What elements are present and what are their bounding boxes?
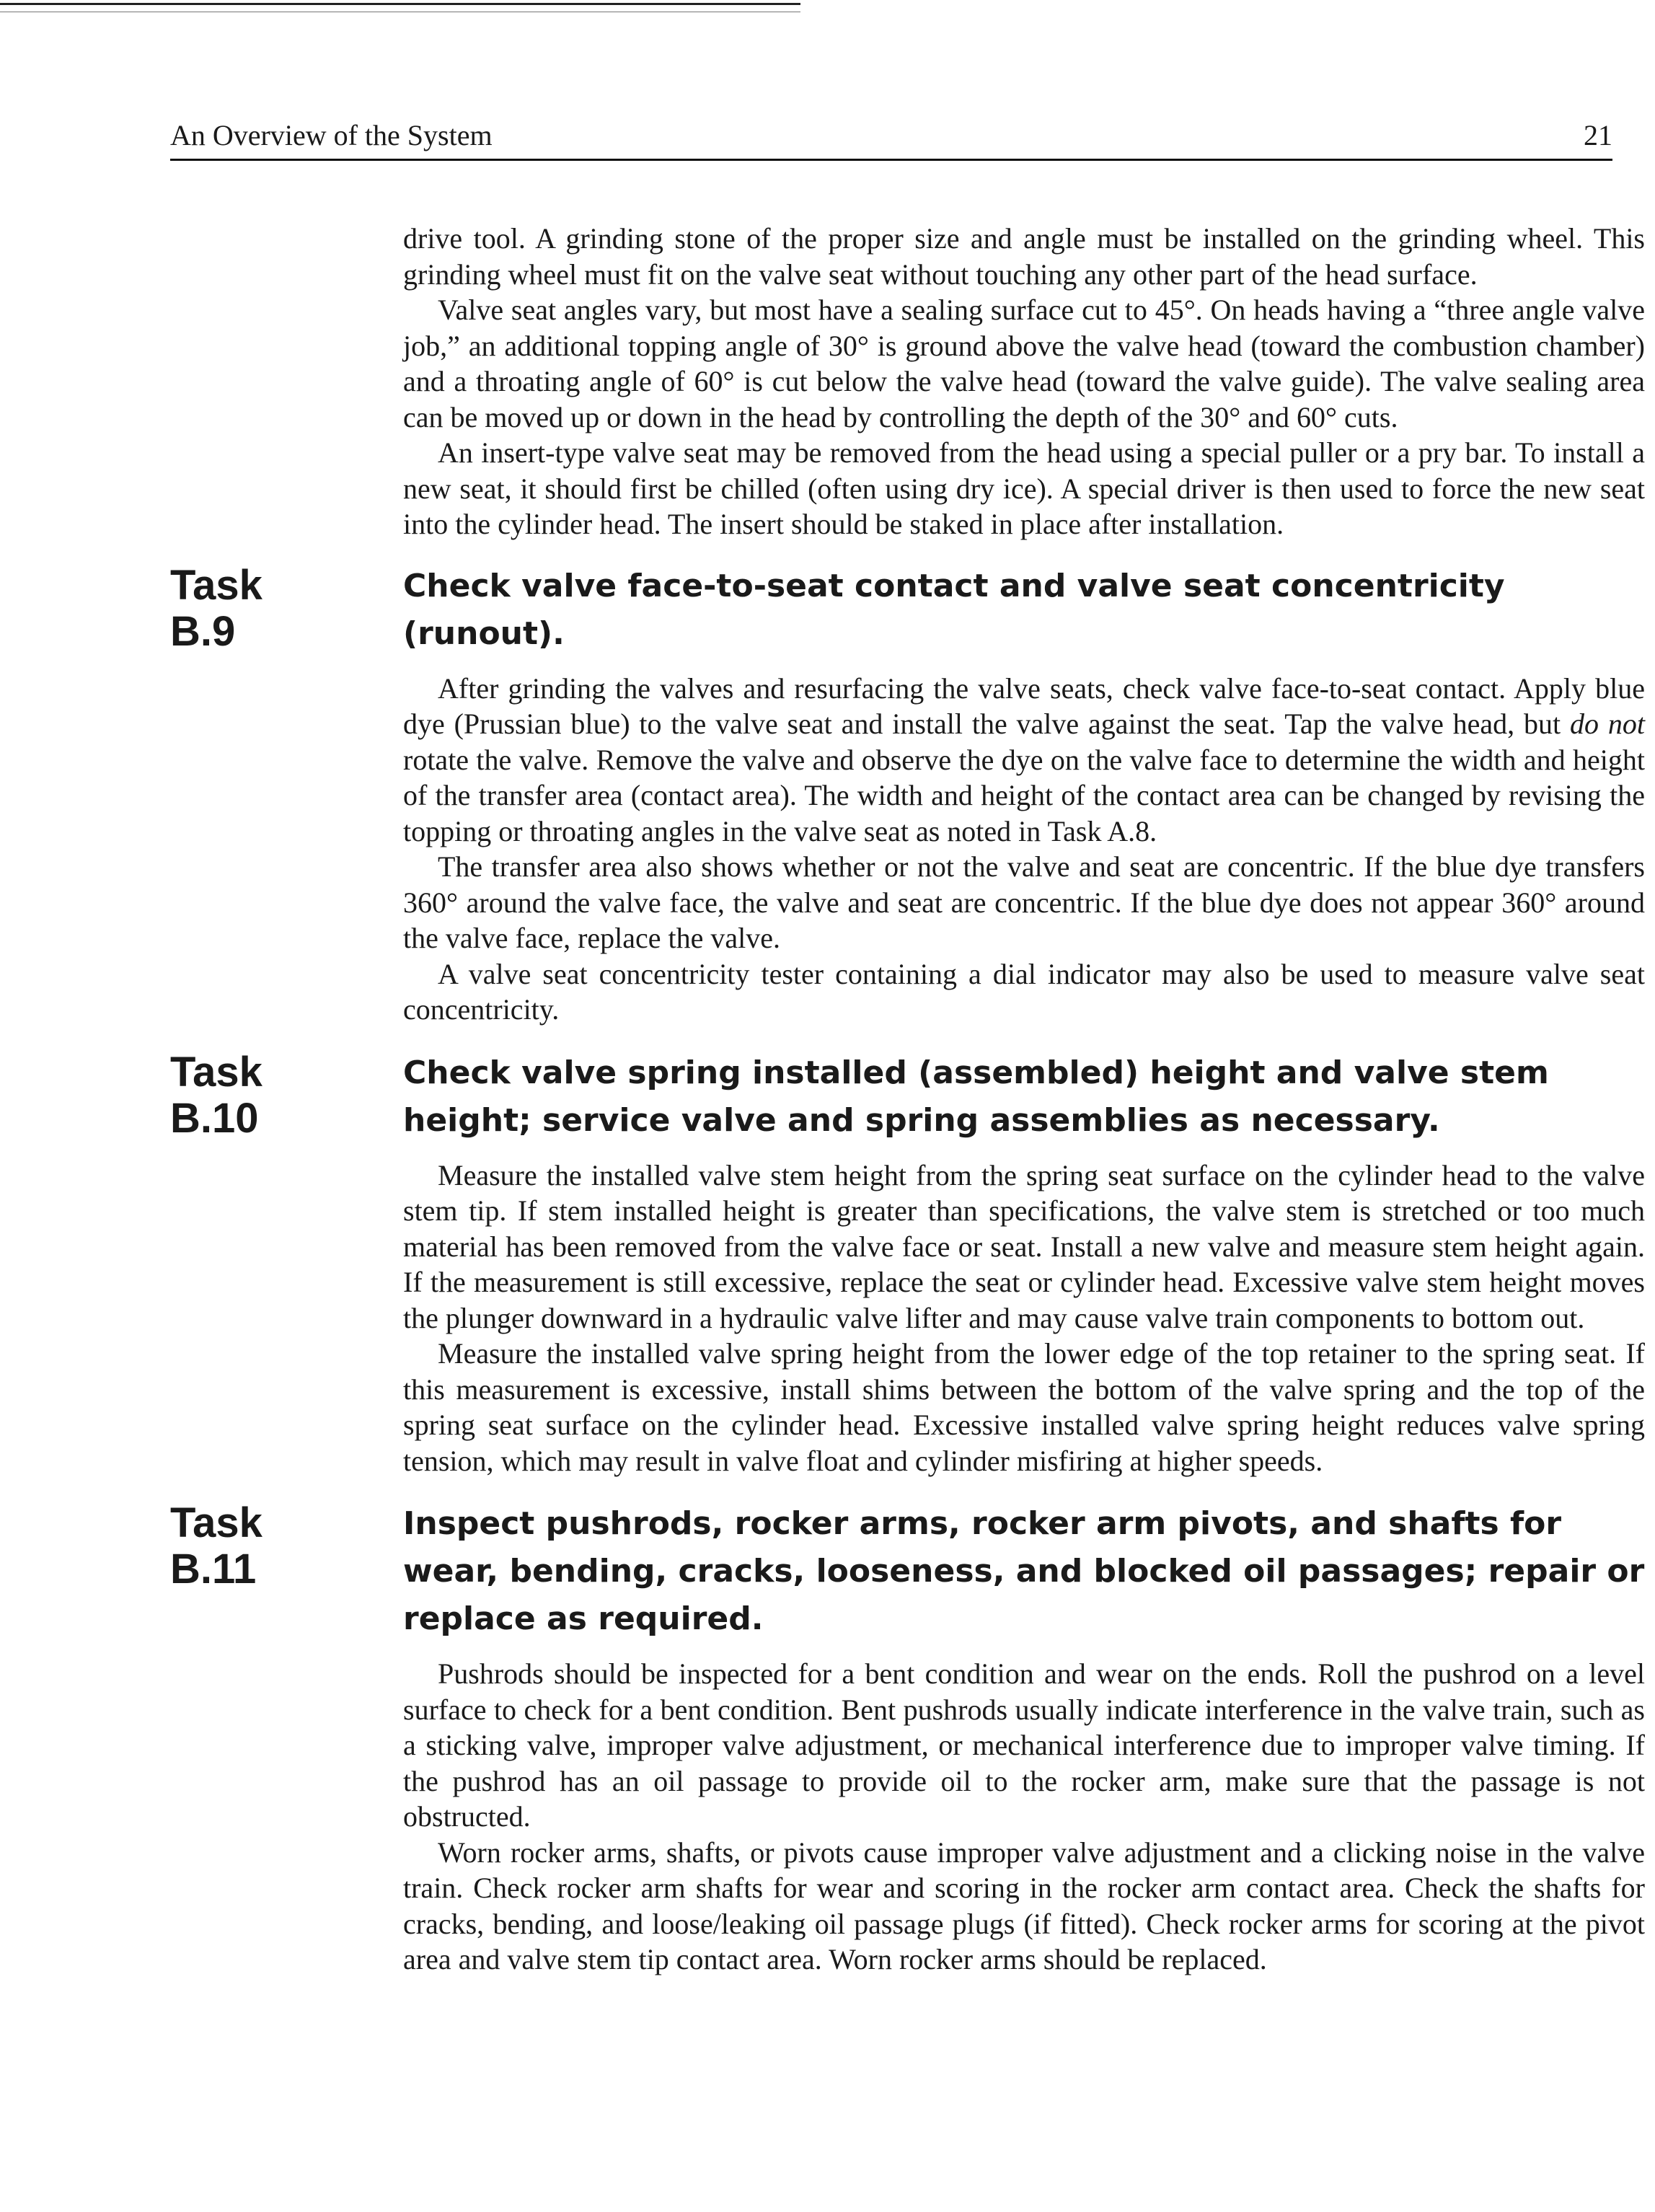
task-label <box>170 563 387 655</box>
paragraph: Worn rocker arms, shafts, or pivots cause improper valve adjustment and a clicking noise in the valve train. Check rocker arm shafts for wear and scoring in the rocker arm contact area. Check the shafts for cracks, bending, and loose/leaking oil passage plugs (if fitted). Check rocker arms for scoring at the pivot area and valve stem tip contact area. Worn rocker arms should be replaced. <box>403 1836 1645 1975</box>
task-heading: Check valve spring installed (assembled) height and valve stem height; service valve and spring assemblies as necessary. <box>403 1054 1549 1139</box>
task-heading: Check valve face-to-seat contact and valve seat concentricity (runout). <box>403 567 1505 652</box>
task-label-id: B.11 <box>170 1546 257 1592</box>
task-b9 <box>170 563 1649 1028</box>
paragraph: Measure the installed valve stem height from the spring seat surface on the cylinder head to the valve stem tip. If stem installed height is greater than specifications, the valve stem is stretched or too much material has been removed from the valve face or seat. Install a new valve and measure stem height again. If the measurement is still excessive, replace the seat or cylinder head. Excessive valve stem height moves the plunger downward in a hydraulic valve lifter and may cause valve train components to bottom out. <box>403 1158 1645 1334</box>
task-body <box>403 671 1645 1028</box>
paragraph: drive tool. A grinding stone of the proper size and angle must be installed on the grinding wheel. This grinding wheel must fit on the valve seat without touching any other part of the head surface. <box>403 222 1645 291</box>
paragraph: Pushrods should be inspected for a bent condition and wear on the ends. Roll the pushrod on a level surface to check for a bent condition. Bent pushrods usually indicate interference in the valve train, such as a sticking valve, improper valve adjustment, or mechanical interference due to improper valve timing. If the pushrod has an oil passage to provide oil to the rocker arm, make sure that the passage is not obstructed. <box>403 1657 1645 1833</box>
task-b11 <box>170 1500 1649 1978</box>
text-run: rotate the valve. Remove the valve and observe the dye on the valve face to determine the width and height of the transfer area (contact area). The width and height of the contact area can be changed by revising the topping or throating angles in the valve seat as noted in Task A.8. <box>403 743 1645 847</box>
paragraph <box>403 671 1645 850</box>
task-body <box>403 1158 1645 1479</box>
running-head <box>170 118 1612 161</box>
task-label-word: Task <box>170 561 262 609</box>
paragraph: The transfer area also shows whether or not the valve and seat are concentric. If the blue dye transfers 360° around the valve face, the valve and seat are concentric. If the blue dye does not appear 360° around the valve face, replace the valve. <box>403 850 1645 954</box>
task-label-word: Task <box>170 1048 262 1096</box>
top-edge-rule <box>0 3 800 5</box>
task-body <box>403 1656 1645 1978</box>
intro-text <box>403 221 1645 542</box>
text-run: After grinding the valves and resurfacing the valve seats, check valve face-to-seat contact. Apply blue dye (Prussian blue) to the valve seat and install the valve against the seat. Tap the valve head, but <box>403 671 1645 740</box>
task-label-id: B.9 <box>170 607 236 655</box>
emphasis-text: do not <box>1570 708 1645 740</box>
task-b10 <box>170 1049 1649 1479</box>
paragraph: An insert-type valve seat may be removed from the head using a special puller or a pry bar. To install a new seat, it should first be chilled (often using dry ice). A special driver is then used to force the new seat into the cylinder head. The insert should be staked in place after installation. <box>403 436 1645 540</box>
task-label-id: B.10 <box>170 1094 259 1142</box>
task-label-word: Task <box>170 1499 262 1546</box>
task-label <box>170 1500 387 1592</box>
page-number: 21 <box>1584 119 1612 151</box>
page-content <box>170 221 1649 1978</box>
paragraph: Measure the installed valve spring height from the lower edge of the top retainer to the spring seat. If this measurement is excessive, install shims between the bottom of the valve spring and the top of the spring seat surface on the cylinder head. Excessive installed valve spring height reduces valve spring tension, which may result in valve float and cylinder misfiring at higher speeds. <box>403 1337 1645 1477</box>
paragraph: A valve seat concentricity tester containing a dial indicator may also be used to measure valve seat concentricity. <box>403 957 1645 1026</box>
paragraph: Valve seat angles vary, but most have a sealing surface cut to 45°. On heads having a “three angle valve job,” an additional topping angle of 30° is ground above the valve head (toward the combustion chamber) and a throating angle of 60° is cut below the valve head (toward the valve guide). The valve sealing area can be moved up or down in the head by controlling the depth of the 30° and 60° cuts. <box>403 294 1645 433</box>
chapter-title: An Overview of the System <box>170 119 493 151</box>
task-label <box>170 1049 387 1142</box>
task-heading: Inspect pushrods, rocker arms, rocker arm pivots, and shafts for wear, bending, cracks, looseness, and blocked oil passages; repair or replace as required. <box>403 1505 1645 1637</box>
